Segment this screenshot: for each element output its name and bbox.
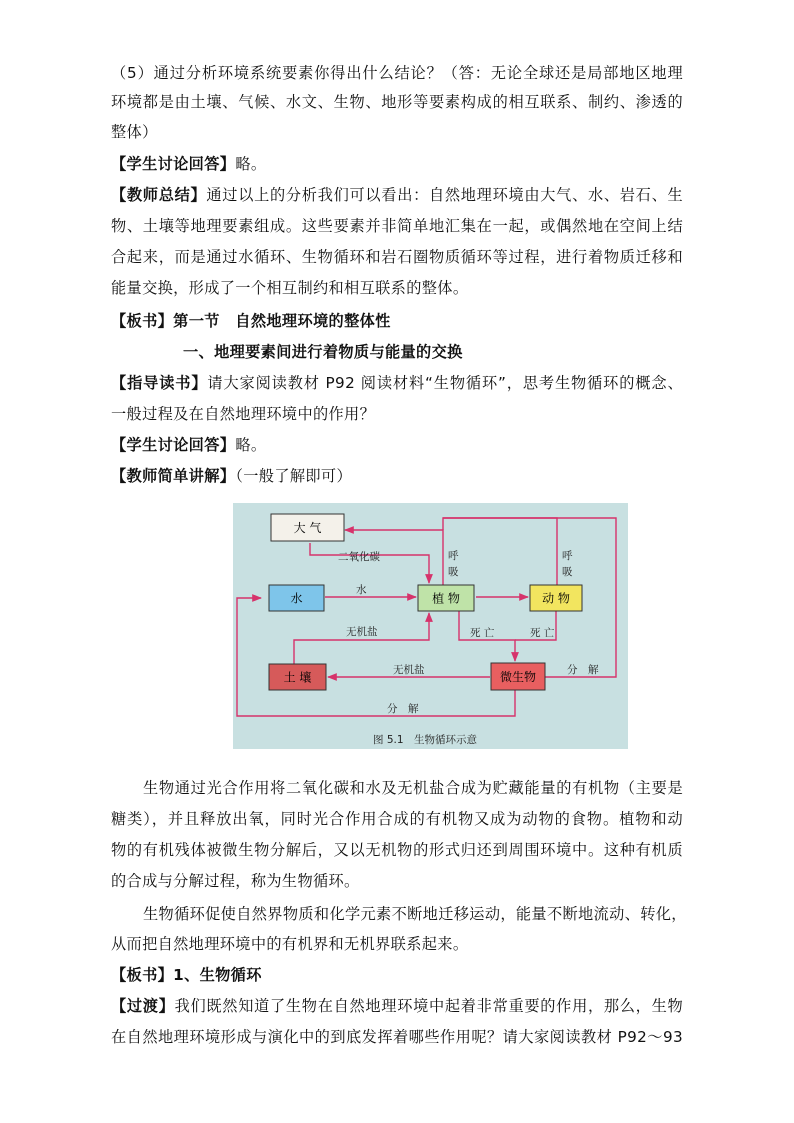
respiration-label: 呼 bbox=[562, 550, 573, 562]
paragraph-line: 从而把自然地理环境中的有机界和无机界联系起来。 bbox=[111, 935, 469, 953]
death-label: 死 亡 bbox=[470, 627, 495, 639]
respiration-label: 吸 bbox=[448, 566, 459, 578]
section-tag: 【指导读书】 bbox=[111, 374, 208, 392]
lecture-text: （一般了解即可） bbox=[235, 467, 353, 485]
paragraph-line: 的合成与分解过程，称为生物循环。 bbox=[111, 872, 360, 890]
co2-label: 二氧化碳 bbox=[338, 551, 380, 563]
salt-to-plant-arrow bbox=[294, 613, 429, 665]
sub-heading: 一、地理要素间进行着物质与能量的交换 bbox=[183, 343, 463, 361]
water-label: 水 bbox=[290, 591, 303, 606]
plant-label: 植 物 bbox=[432, 591, 460, 606]
transition-text: 我们既然知道了生物在自然地理环境中起着非常重要的作用，那么，生物 bbox=[174, 997, 684, 1015]
summary-line bbox=[111, 185, 683, 205]
board-line bbox=[111, 965, 262, 985]
section-tag: 【板书】 bbox=[111, 966, 174, 984]
section-tag: 【教师总结】 bbox=[111, 186, 207, 204]
paragraph-line: 糖类），并且释放出氧，同时光合作用合成的有机物又成为动物的食物。植物和动 bbox=[111, 810, 683, 828]
discussion-line bbox=[111, 154, 266, 174]
paragraph-line: 物的有机残体被微生物分解后，又以无机物的形式归还到周围环境中。这种有机质 bbox=[111, 841, 683, 859]
section-tag: 【板书】 bbox=[111, 312, 174, 330]
transition-line bbox=[111, 996, 683, 1016]
paragraph-line: 整体） bbox=[111, 123, 158, 141]
respiration-label: 呼 bbox=[448, 550, 459, 562]
reading-line bbox=[111, 373, 683, 393]
decompose-label: 分 解 bbox=[387, 703, 419, 715]
transition-line: 在自然地理环境形成与演化中的到底发挥着哪些作用呢？请大家阅读教材 P92～93 bbox=[111, 1028, 683, 1046]
paragraph-line: （5）通过分析环境系统要素你得出什么结论？（答：无论全球还是局部地区地理 bbox=[111, 64, 683, 82]
air-label: 大 气 bbox=[293, 521, 322, 535]
animal-label: 动 物 bbox=[542, 591, 570, 606]
board-title: 第一节 自然地理环境的整体性 bbox=[173, 312, 391, 330]
salt-label: 无机盐 bbox=[346, 626, 378, 638]
salt-label: 无机盐 bbox=[393, 664, 425, 676]
board-title: 1、生物循环 bbox=[173, 966, 262, 984]
figure-caption: 图 5.1 生物循环示意 bbox=[373, 734, 478, 746]
arrow-labels bbox=[338, 550, 599, 715]
summary-text: 通过以上的分析我们可以看出：自然地理环境由大气、水、岩石、生 bbox=[206, 186, 684, 204]
decompose-label: 分 解 bbox=[567, 664, 599, 676]
water-flow-label: 水 bbox=[356, 584, 367, 596]
decomp-to-water-arrow bbox=[237, 598, 515, 716]
discussion-text: 略。 bbox=[235, 155, 267, 173]
bio-cycle-diagram bbox=[233, 503, 628, 749]
paragraph-line: 环境都是由土壤、气候、水文、生物、地形等要素构成的相互联系、制约、渗透的 bbox=[111, 93, 683, 111]
section-tag: 【教师简单讲解】 bbox=[111, 467, 236, 485]
reading-text: 请大家阅读教材 P92 阅读材料“生物循环”，思考生物循环的概念、 bbox=[207, 374, 683, 392]
lecture-line bbox=[111, 466, 352, 486]
discussion-line bbox=[111, 435, 266, 455]
board-line bbox=[111, 311, 391, 331]
respiration-label: 吸 bbox=[562, 566, 573, 578]
section-tag: 【过渡】 bbox=[111, 997, 175, 1015]
soil-label: 土 壤 bbox=[283, 670, 312, 685]
death-label: 死 亡 bbox=[530, 627, 555, 639]
summary-line: 合起来，而是通过水循环、生物循环和岩石圈物质循环等过程，进行着物质迁移和 bbox=[111, 248, 683, 266]
discussion-text: 略。 bbox=[235, 436, 267, 454]
paragraph-line: 生物循环促使自然界物质和化学元素不断地迁移运动，能量不断地流动、转化， bbox=[143, 905, 687, 923]
animal-respiration-arrow bbox=[443, 518, 557, 585]
cycle-nodes bbox=[269, 514, 582, 690]
microbe-label: 微生物 bbox=[499, 670, 537, 684]
section-tag: 【学生讨论回答】 bbox=[111, 436, 236, 454]
summary-line: 能量交换，形成了一个相互制约和相互联系的整体。 bbox=[111, 279, 469, 297]
bio-cycle-figure bbox=[233, 503, 628, 749]
section-tag: 【学生讨论回答】 bbox=[111, 155, 236, 173]
reading-line: 一般过程及在自然地理环境中的作用？ bbox=[111, 405, 376, 423]
paragraph-line: 生物通过光合作用将二氧化碳和水及无机盐合成为贮藏能量的有机物（主要是 bbox=[143, 779, 683, 797]
co2-arrow bbox=[310, 543, 429, 583]
summary-line: 物、土壤等地理要素组成。这些要素并非简单地汇集在一起，或偶然地在空间上结 bbox=[111, 217, 683, 235]
